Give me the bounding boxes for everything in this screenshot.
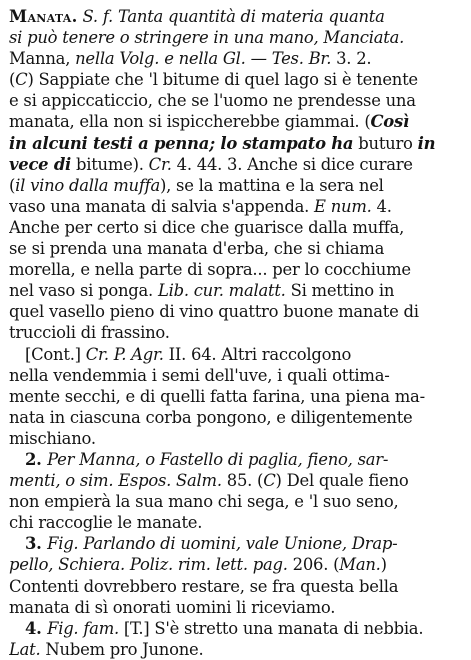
text-line <box>9 69 463 90</box>
text-segment: e si appiccaticcio, che se l'uomo ne prendesse una <box>9 91 416 111</box>
text-segment: manata di sì onorati uomini li riceviamo. <box>9 597 336 617</box>
text-segment: Cr. P. Agr. <box>85 344 164 364</box>
text-line <box>9 639 463 660</box>
text-line <box>9 6 463 27</box>
text-segment: vaso una manata di salvia s'appenda. <box>9 196 315 216</box>
text-segment: 4. <box>371 196 392 216</box>
text-segment: Lat. <box>9 639 41 659</box>
text-segment: truccioli di frassino. <box>9 323 170 343</box>
text-segment: in <box>417 133 436 153</box>
text-segment: ( <box>9 70 16 90</box>
text-segment: vece di <box>9 154 72 174</box>
text-segment: nella Volg. e nella Gl. — Tes. Br. <box>75 49 332 69</box>
text-line <box>9 90 463 111</box>
text-segment: Così <box>370 112 409 132</box>
text-line <box>9 280 463 301</box>
text-line <box>9 449 463 470</box>
text-segment: 4. <box>25 618 48 638</box>
text-line <box>9 27 463 48</box>
text-line <box>9 407 463 428</box>
text-segment: chi raccoglie le manate. <box>9 513 203 533</box>
text-line <box>9 217 463 238</box>
text-line <box>9 175 463 196</box>
dictionary-entry-manata <box>9 6 463 660</box>
text-segment: ) <box>380 555 387 575</box>
text-segment: mischiano. <box>9 428 96 448</box>
text-segment: mente secchi, e di quelli fatta farina, una piena ma- <box>9 386 425 406</box>
text-segment: E num. <box>314 196 372 216</box>
text-segment: Cr. <box>148 154 172 174</box>
text-segment: [Cont.] <box>25 344 86 364</box>
text-line <box>9 196 463 217</box>
text-line <box>9 259 463 280</box>
text-segment: in alcuni testi a penna; lo stampato ha <box>9 133 354 153</box>
text-line <box>9 470 463 491</box>
text-segment: nata in ciascuna corba pongono, e diligentemente <box>9 407 413 427</box>
text-segment: manata, ella non si ispiccherebbe giammai. ( <box>9 112 371 132</box>
text-line <box>9 386 463 407</box>
text-line <box>9 365 463 386</box>
text-segment: Fig. Parlando di uomini, vale Unione, Drap- <box>47 534 398 554</box>
headword: Manata <box>9 7 72 26</box>
text-line <box>9 111 463 132</box>
text-segment: Anche per certo si dice che guarisce dalla muffa, <box>9 217 405 237</box>
text-segment: bitume). <box>71 154 149 174</box>
text-segment: Man. <box>339 555 381 575</box>
text-segment: C <box>263 471 276 491</box>
text-segment: ) Del quale fieno <box>275 471 409 491</box>
text-segment: quel vasello pieno di vino quattro buone manate di <box>9 302 419 322</box>
text-segment: ) Sappiate che 'l bitume di quel lago si è tenente <box>27 70 418 90</box>
text-segment: si può tenere o stringere in una mano, Manciata. <box>9 28 405 48</box>
text-segment: Fig. fam. <box>47 618 119 638</box>
text-line <box>9 344 463 365</box>
text-segment: C <box>15 70 28 90</box>
text-segment: il vino dalla muffa <box>15 175 160 195</box>
text-segment: buturo <box>353 133 418 153</box>
text-segment: 206. ( <box>287 555 340 575</box>
text-segment: Manna, <box>9 49 76 69</box>
text-segment: 2. <box>25 449 48 469</box>
text-segment: ( <box>9 175 16 195</box>
text-line <box>9 322 463 343</box>
text-segment: Si mettino in <box>285 281 395 301</box>
text-line <box>9 428 463 449</box>
text-line <box>9 533 463 554</box>
text-line <box>9 133 463 154</box>
text-segment: menti, o sim. Espos. Salm. <box>9 471 222 491</box>
text-segment: nella vendemmia i semi dell'uve, i quali ottima- <box>9 365 390 385</box>
text-line <box>9 48 463 69</box>
text-segment: ), se la mattina e la sera nel <box>159 175 384 195</box>
text-segment: nel vaso si ponga. <box>9 281 158 301</box>
text-line <box>9 512 463 533</box>
text-line <box>9 576 463 597</box>
text-line <box>9 238 463 259</box>
text-segment: pello, Schiera. Poliz. rim. lett. pag. <box>9 555 288 575</box>
text-segment: 4. 44. 3. Anche si dice curare <box>171 154 413 174</box>
text-segment: Nubem pro Junone. <box>40 639 204 659</box>
text-line <box>9 554 463 575</box>
text-segment: . <box>71 7 83 26</box>
text-segment: Contenti dovrebbero restare, se fra questa bella <box>9 576 399 596</box>
text-segment: morella, e nella parte di sopra... per lo cocchiume <box>9 260 411 280</box>
text-segment: 3. <box>25 534 48 554</box>
text-segment: non empierà la sua mano chi sega, e 'l suo seno, <box>9 492 399 512</box>
text-segment: II. 64. Altri raccolgono <box>163 344 352 364</box>
text-segment: [T.] S'è stretto una manata di nebbia. <box>118 618 424 638</box>
text-line <box>9 301 463 322</box>
text-segment: 85. ( <box>221 471 264 491</box>
text-segment: Lib. cur. malatt. <box>157 281 286 301</box>
text-segment: Per Manna, o Fastello di paglia, fieno, sar- <box>47 449 389 469</box>
text-line <box>9 597 463 618</box>
text-line <box>9 154 463 175</box>
text-segment: 3. 2. <box>331 49 372 69</box>
text-segment: se si prenda una manata d'erba, che si chiama <box>9 239 385 259</box>
text-line <box>9 491 463 512</box>
text-line <box>9 618 463 639</box>
text-segment: S. f. Tanta quantità di materia quanta <box>82 7 385 26</box>
